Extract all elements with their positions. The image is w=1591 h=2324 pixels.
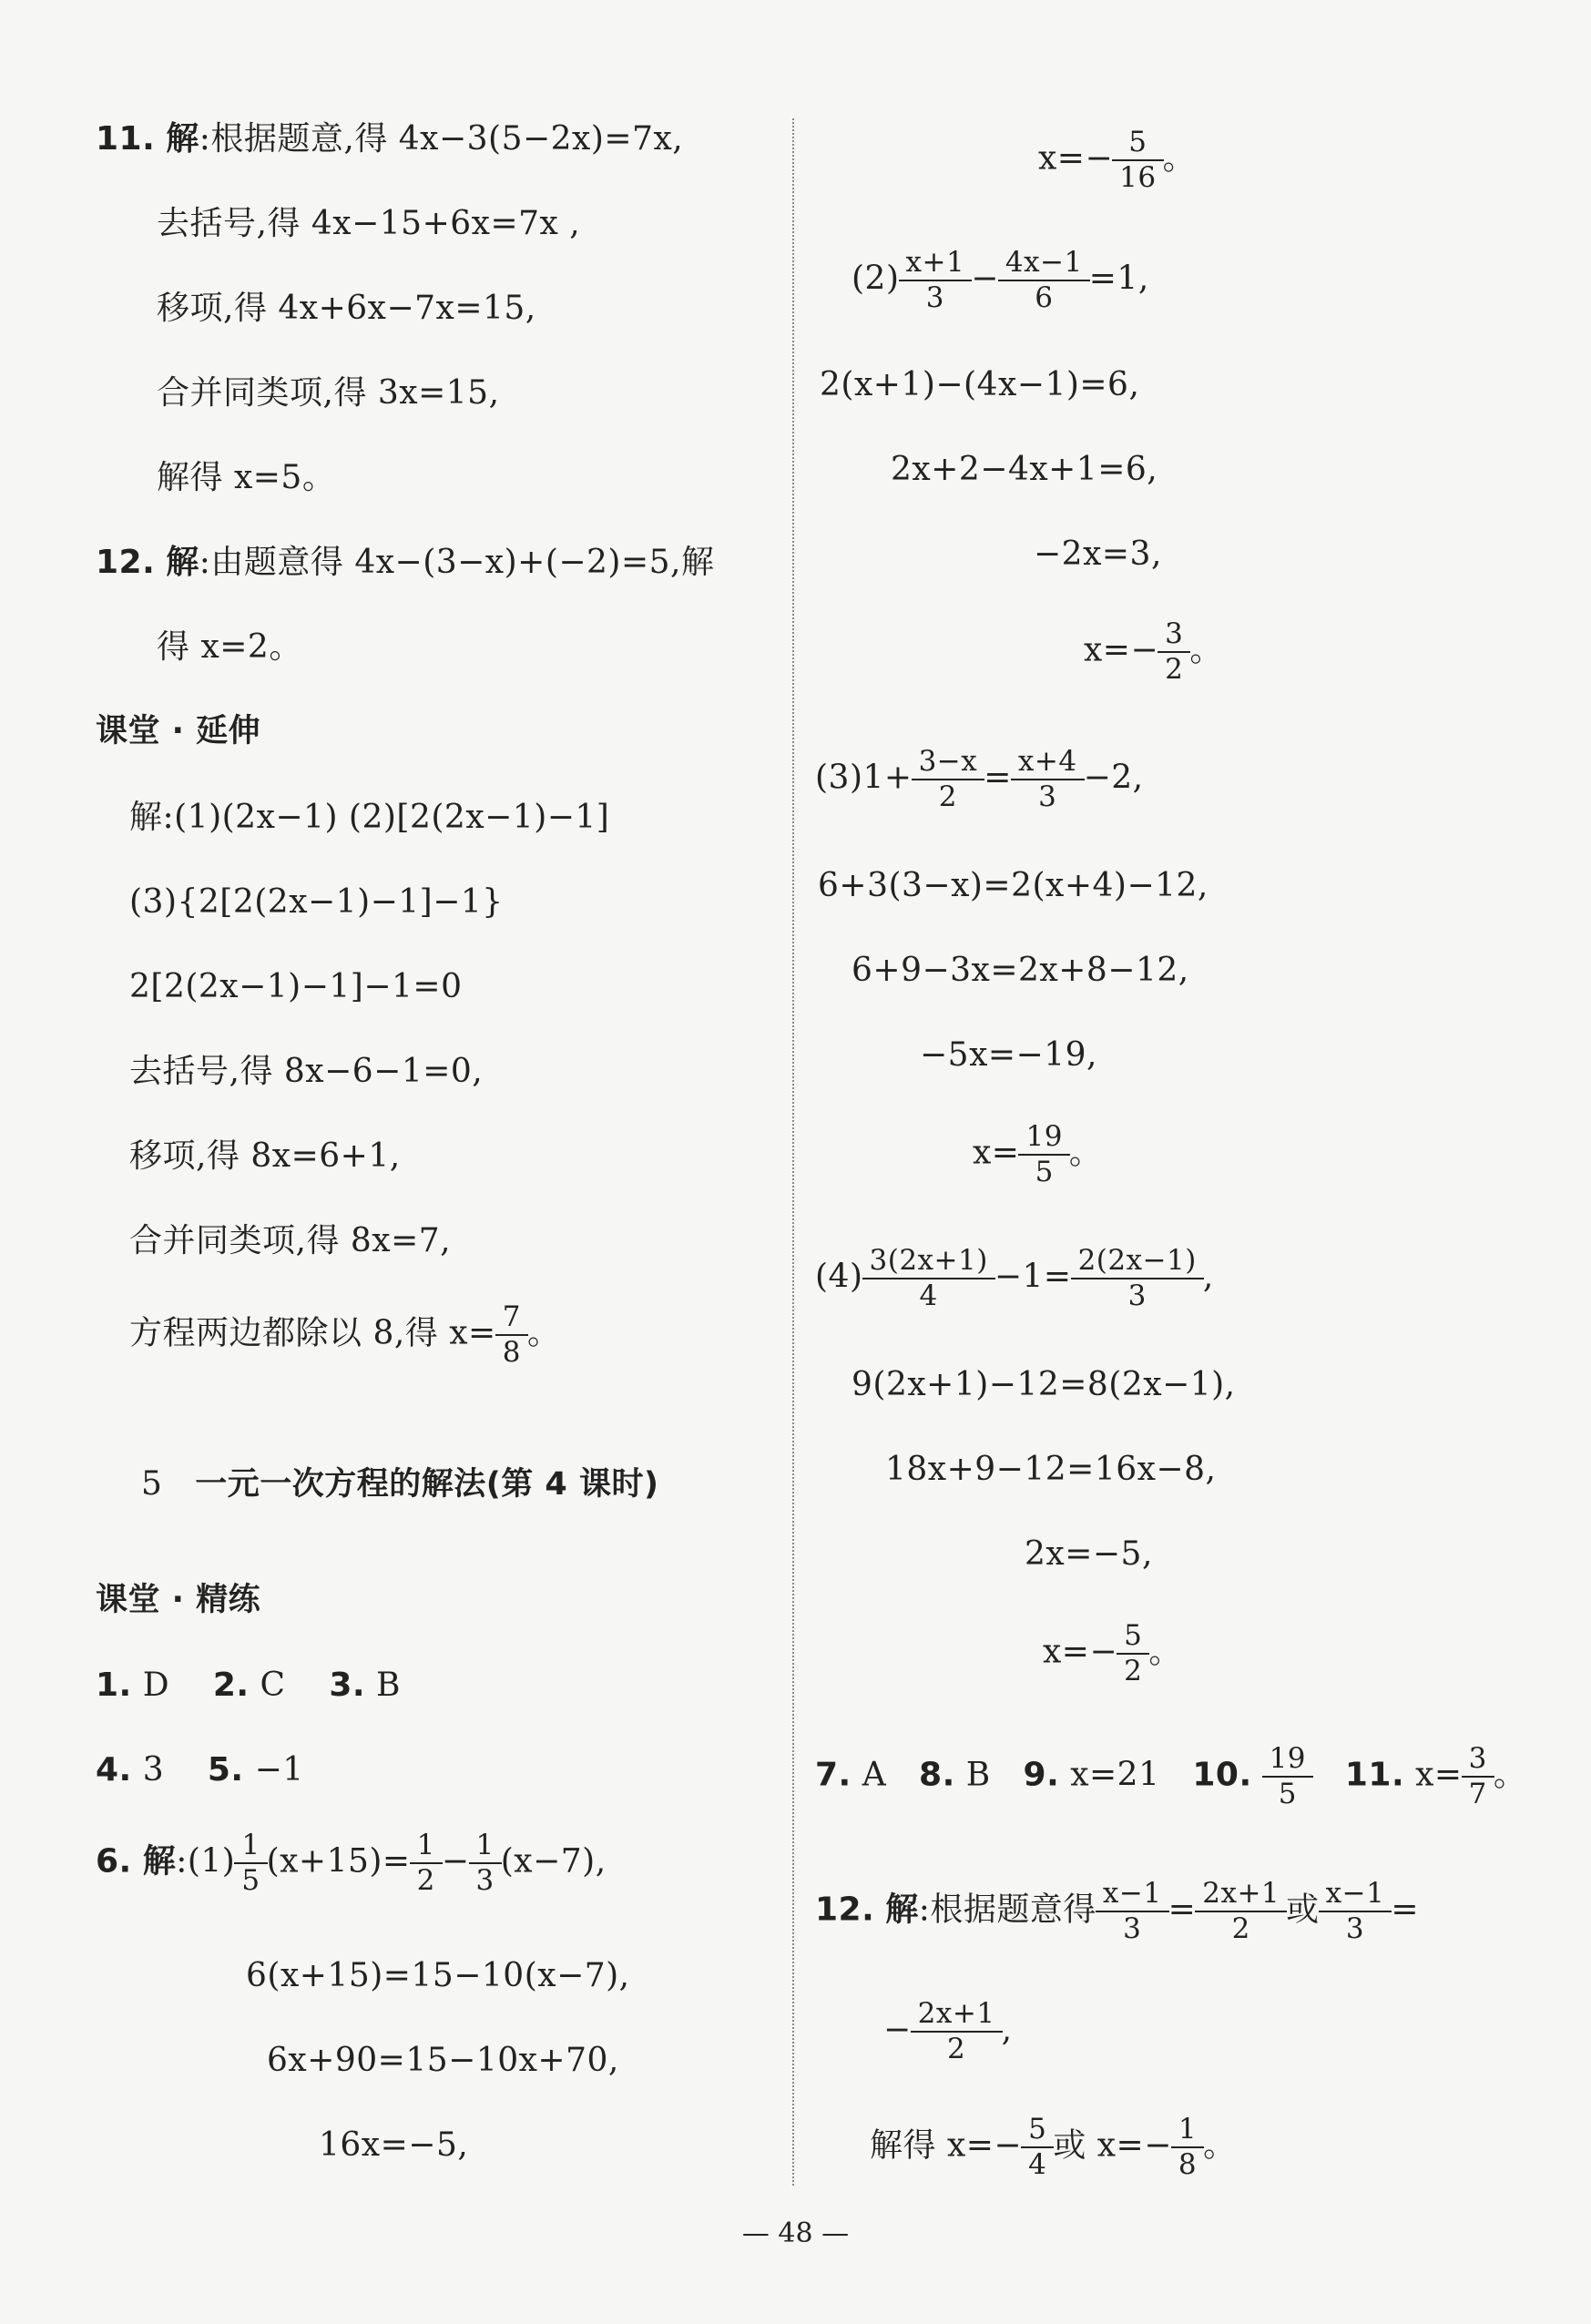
r-p3-line-2: 6+3(3−x)=2(x+4)−12,: [818, 867, 1209, 904]
r-p4-line-5: x=− $\frac{5}{2}$ 。: [1043, 1619, 1182, 1688]
answers-4-5: 4. 3 5. −1: [96, 1751, 304, 1789]
extend-line-7: 方程两边都除以 8,得 x= $\frac{7}{8}$ 。: [129, 1300, 561, 1370]
fraction: $\frac{1}{8}$: [1175, 2115, 1200, 2181]
fraction: $\frac{4x-1}{6}$: [1002, 248, 1086, 314]
q6-line-4: 16x=−5,: [319, 2126, 469, 2164]
r-p3-line-4: −5x=−19,: [920, 1036, 1097, 1074]
r-p4-line-3: 18x+9−12=16x−8,: [885, 1451, 1217, 1488]
extend-line-4: 去括号,得 8x−6−1=0,: [129, 1053, 484, 1090]
r-p2-line-5: x=− $\frac{3}{2}$ 。: [1084, 617, 1223, 687]
extend-line-3: 2[2(2x−1)−1]−1=0: [129, 968, 463, 1005]
q6-line-2: 6(x+15)=15−10(x−7),: [246, 1957, 630, 1994]
section-title: 5 一元一次方程的解法(第 4 课时): [141, 1465, 659, 1503]
fraction: $\frac{3}{7}$: [1465, 1744, 1491, 1810]
q12-right-line-2: − $\frac{2x+1}{2}$ ,: [883, 1997, 1013, 2066]
r-p3-line-1: (3)1+ $\frac{3-x}{2}$ = $\frac{x+4}{3}$ −2,: [815, 745, 1144, 814]
answers-7-11: 7. A 8. B 9. x=21 10. $\frac{19}{5}$ 11. x= $\frac{3}{7}$ 。: [815, 1742, 1527, 1811]
q6-line-3: 6x+90=15−10x+70,: [267, 2042, 619, 2079]
r-p4-line-1: (4) $\frac{3(2x+1)}{4}$ −1= $\frac{2(2x-1)}{3}$ ,: [815, 1244, 1214, 1313]
fraction: $\frac{3-x}{2}$: [915, 747, 982, 813]
r-p4-line-4: 2x=−5,: [1025, 1535, 1153, 1573]
fraction: $\frac{x+1}{3}$: [903, 248, 969, 314]
fraction: $\frac{x+4}{3}$: [1015, 747, 1081, 813]
r-p2-line-3: 2x+2−4x+1=6,: [891, 451, 1158, 488]
q6-line-1: 6. 解:(1) $\frac{1}{5}$ (x+15)= $\frac{1}{2}$ − $\frac{1}{3}$ (x−7),: [96, 1829, 607, 1898]
fraction: $\frac{1}{2}$: [413, 1830, 439, 1897]
fraction: $\frac{1}{3}$: [473, 1830, 498, 1897]
fraction: $\frac{5}{2}$: [1120, 1621, 1146, 1687]
q11-line-4: 合并同类项,得 3x=15,: [157, 374, 500, 412]
fraction: $\frac{5}{16}$: [1116, 127, 1159, 194]
r-p3-line-3: 6+9−3x=2x+8−12,: [852, 952, 1189, 989]
page-number: — 48 —: [741, 2217, 850, 2249]
fraction: $\frac{x-1}{3}$: [1322, 1879, 1389, 1945]
answers-1-3: 1. D 2. C 3. B: [96, 1667, 402, 1704]
column-divider: [792, 118, 794, 2186]
fraction: $\frac{2x+1}{2}$: [914, 1999, 999, 2065]
q11-line-5: 解得 x=5。: [157, 459, 336, 496]
section-heading-practice: 课堂 · 精练: [96, 1582, 261, 1618]
q11-line-1: 11. 解:根据题意,得 4x−3(5−2x)=7x,: [96, 120, 684, 158]
fraction: $\frac{19}{5}$: [1266, 1744, 1310, 1810]
q12-right-line-3: 解得 x=− $\frac{5}{4}$ 或 x=− $\frac{1}{8}$ 。: [870, 2113, 1237, 2182]
r-p2-line-4: −2x=3,: [1034, 535, 1162, 573]
r-p2-line-1: (2) $\frac{x+1}{3}$ − $\frac{4x-1}{6}$ =1,: [852, 246, 1149, 315]
fraction: $\frac{1}{5}$: [238, 1830, 263, 1897]
section-heading-extend: 课堂 · 延伸: [96, 713, 261, 749]
fraction: $\frac{2x+1}{2}$: [1198, 1879, 1283, 1945]
fraction: $\frac{5}{4}$: [1025, 2115, 1050, 2181]
fraction: $\frac{7}{8}$: [499, 1302, 525, 1369]
r-p2-line-2: 2(x+1)−(4x−1)=6,: [820, 366, 1140, 403]
fraction: $\frac{19}{5}$: [1022, 1122, 1066, 1188]
extend-line-2: (3){2[2(2x−1)−1]−1}: [129, 883, 504, 921]
q12-left-line-2: 得 x=2。: [157, 628, 302, 666]
extend-line-1: 解:(1)(2x−1) (2)[2(2x−1)−1]: [129, 799, 610, 836]
fraction: $\frac{x-1}{3}$: [1099, 1879, 1166, 1945]
fraction: $\frac{2(2x-1)}{3}$: [1075, 1246, 1200, 1312]
q12-right-line-1: 12. 解:根据题意得 $\frac{x-1}{3}$ = $\frac{2x+1}{2}$ 或 $\frac{x-1}{3}$ =: [815, 1877, 1420, 1946]
extend-line-6: 合并同类项,得 8x=7,: [129, 1222, 452, 1259]
q12-left-line-1: 12. 解:由题意得 4x−(3−x)+(−2)=5,解: [96, 544, 715, 581]
r-p4-line-2: 9(2x+1)−12=8(2x−1),: [852, 1366, 1236, 1403]
r-p1-result: x=− $\frac{5}{16}$ 。: [1038, 126, 1197, 195]
q11-line-2: 去括号,得 4x−15+6x=7x ,: [157, 205, 581, 242]
extend-line-5: 移项,得 8x=6+1,: [129, 1137, 401, 1175]
r-p3-line-5: x= $\frac{19}{5}$ 。: [973, 1120, 1103, 1189]
fraction: $\frac{3(2x+1)}{4}$: [866, 1246, 992, 1312]
fraction: $\frac{3}{2}$: [1161, 619, 1187, 686]
q11-line-3: 移项,得 4x+6x−7x=15,: [157, 290, 536, 327]
